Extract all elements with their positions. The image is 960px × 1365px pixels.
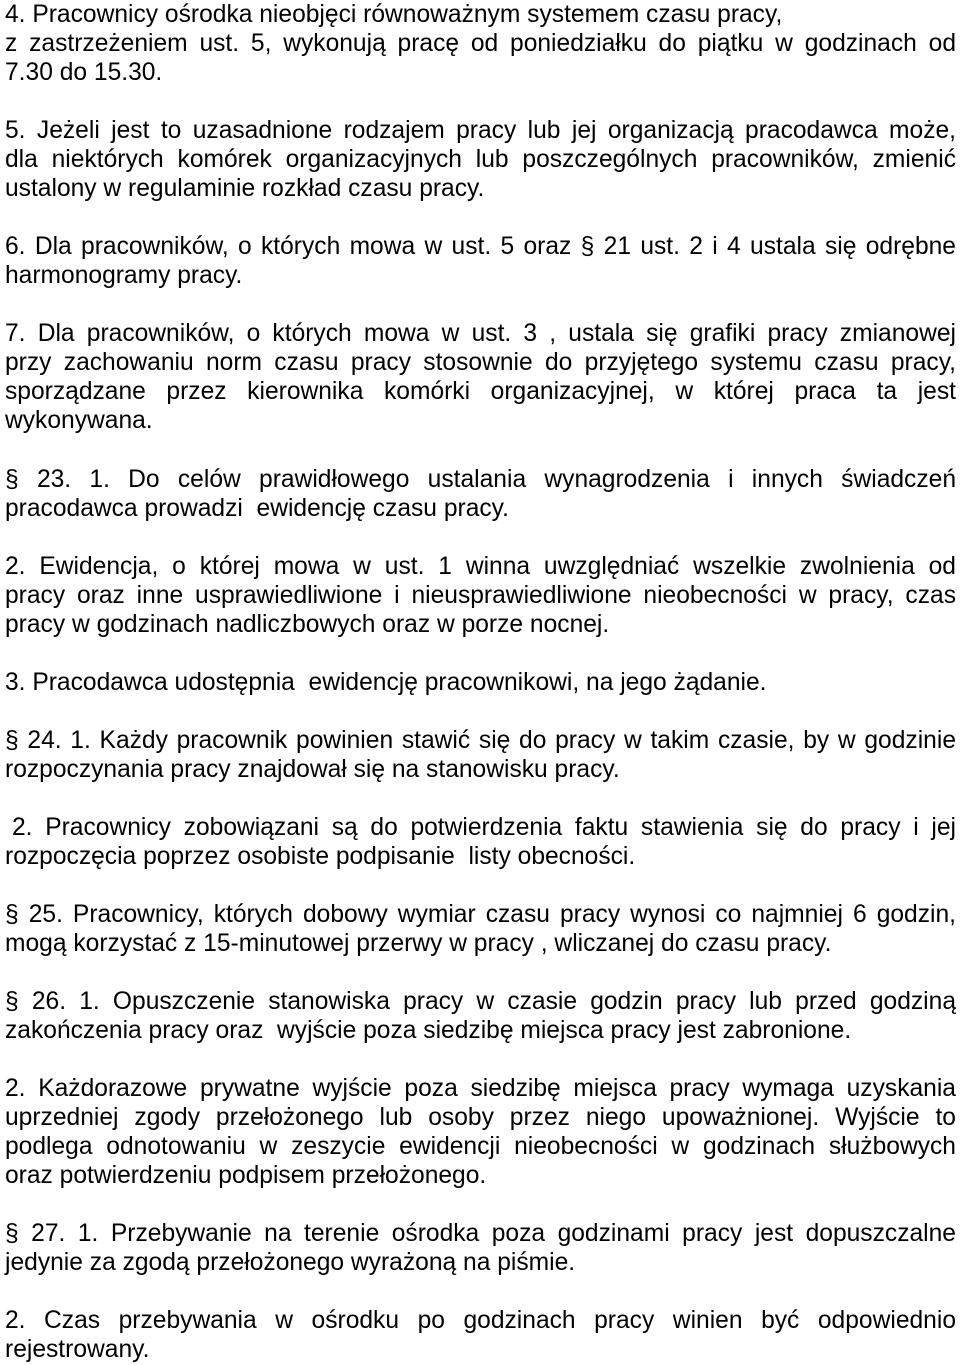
text-line: 2. Pracownicy zobowiązani są do potwierdzenia faktu stawienia się do pracy i jej [12, 813, 956, 841]
text-line: dla niektórych komórek organizacyjnych lub poszczególnych pracowników, zmienić [5, 146, 956, 174]
text-line: 5. Jeżeli jest to uzasadnione rodzajem pracy lub jej organizacją pracodawca może, [5, 117, 956, 145]
text-line: ustalony w regulaminie rozkład czasu pracy. [5, 175, 485, 203]
text-line: podlega odnotowaniu w zeszycie ewidencji nieobecności w godzinach służbowych [5, 1133, 956, 1161]
text-line: wykonywana. [5, 407, 153, 435]
paragraph-section-26-2 [5, 1074, 956, 1190]
text-line: mogą korzystać z 15-minutowej przerwy w pracy , wliczanej do czasu pracy. [5, 930, 832, 957]
paragraph-section-23-2 [5, 552, 956, 639]
text-line: rozpoczęcia poprzez osobiste podpisanie listy obecności. [5, 842, 636, 870]
text-line: § 26. 1. Opuszczenie stanowiska pracy w czasie godzin pracy lub przed godziną [5, 988, 956, 1016]
text-line: 2. Każdorazowe prywatne wyjście poza siedzibę miejsca pracy wymaga uzyskania [5, 1075, 956, 1103]
text-line: oraz potwierdzeniu podpisem przełożonego. [5, 1162, 487, 1190]
paragraph-item-6 [5, 232, 956, 290]
text-line: pracodawca prowadzi ewidencję czasu pracy. [5, 494, 509, 522]
text-line: przy zachowaniu norm czasu pracy stosownie do przyjętego systemu czasu pracy, [5, 349, 956, 377]
text-line: 6. Dla pracowników, o których mowa w ust. 5 oraz § 21 ust. 2 i 4 ustala się odrębne [5, 233, 956, 261]
paragraph-section-23-3 [5, 668, 956, 697]
text-line: § 24. 1. Każdy pracownik powinien stawić się do pracy w takim czasie, by w godzinie [5, 726, 956, 754]
text-line: z zastrzeżeniem ust. 5, wykonują pracę od poniedziałku do piątku w godzinach od [5, 30, 956, 58]
text-line: rejestrowany. [5, 1336, 150, 1364]
text-line: pracy oraz inne usprawiedliwione i nieusprawiedliwione nieobecności w pracy, czas [5, 581, 956, 609]
paragraph-section-27-1 [5, 1219, 956, 1277]
text-line: pracy w godzinach nadliczbowych oraz w porze nocnej. [5, 610, 610, 638]
paragraph-section-24-2 [5, 813, 956, 871]
paragraph-item-4 [5, 0, 956, 87]
text-line: 7.30 do 15.30. [5, 59, 163, 87]
text-line: harmonogramy pracy. [5, 262, 243, 290]
paragraph-section-24-1 [5, 726, 956, 784]
paragraph-section-23-1 [5, 465, 956, 523]
text-line: 3. Pracodawca udostępnia ewidencję pracownikowi, na jego żądanie. [5, 668, 767, 696]
text-line: rozpoczynania pracy znajdował się na stanowisku pracy. [5, 755, 620, 783]
text-line: 4. Pracownicy ośrodka nieobjęci równoważnym systemem czasu pracy, [5, 1, 783, 28]
text-line: § 25. Pracownicy, których dobowy wymiar czasu pracy wynosi co najmniej 6 godzin, [5, 900, 956, 928]
text-line: uprzedniej zgody przełożonego lub osoby przez niego upoważnionej. Wyjście to [5, 1104, 956, 1132]
text-line: 7. Dla pracowników, o których mowa w ust. 3 , ustala się grafiki pracy zmianowej [5, 320, 956, 348]
paragraph-item-7 [5, 319, 956, 435]
document-body [5, 0, 956, 1364]
paragraph-section-27-2 [5, 1306, 956, 1364]
paragraph-section-25 [5, 900, 956, 958]
paragraph-section-26-1 [5, 987, 956, 1045]
text-line: § 23. 1. Do celów prawidłowego ustalania wynagrodzenia i innych świadczeń [5, 465, 956, 493]
text-line: sporządzane przez kierownika komórki organizacyjnej, w której praca ta jest [5, 378, 956, 406]
text-line: 2. Ewidencja, o której mowa w ust. 1 winna uwzględniać wszelkie zwolnienia od [5, 552, 956, 580]
paragraph-item-5 [5, 116, 956, 203]
text-line: § 27. 1. Przebywanie na terenie ośrodka poza godzinami pracy jest dopuszczalne [5, 1220, 956, 1248]
text-line: jedynie za zgodą przełożonego wyrażoną na piśmie. [5, 1249, 576, 1277]
text-line: 2. Czas przebywania w ośrodku po godzinach pracy winien być odpowiednio [5, 1307, 956, 1335]
text-line: zakończenia pracy oraz wyjście poza siedzibę miejsca pracy jest zabronione. [5, 1017, 852, 1045]
